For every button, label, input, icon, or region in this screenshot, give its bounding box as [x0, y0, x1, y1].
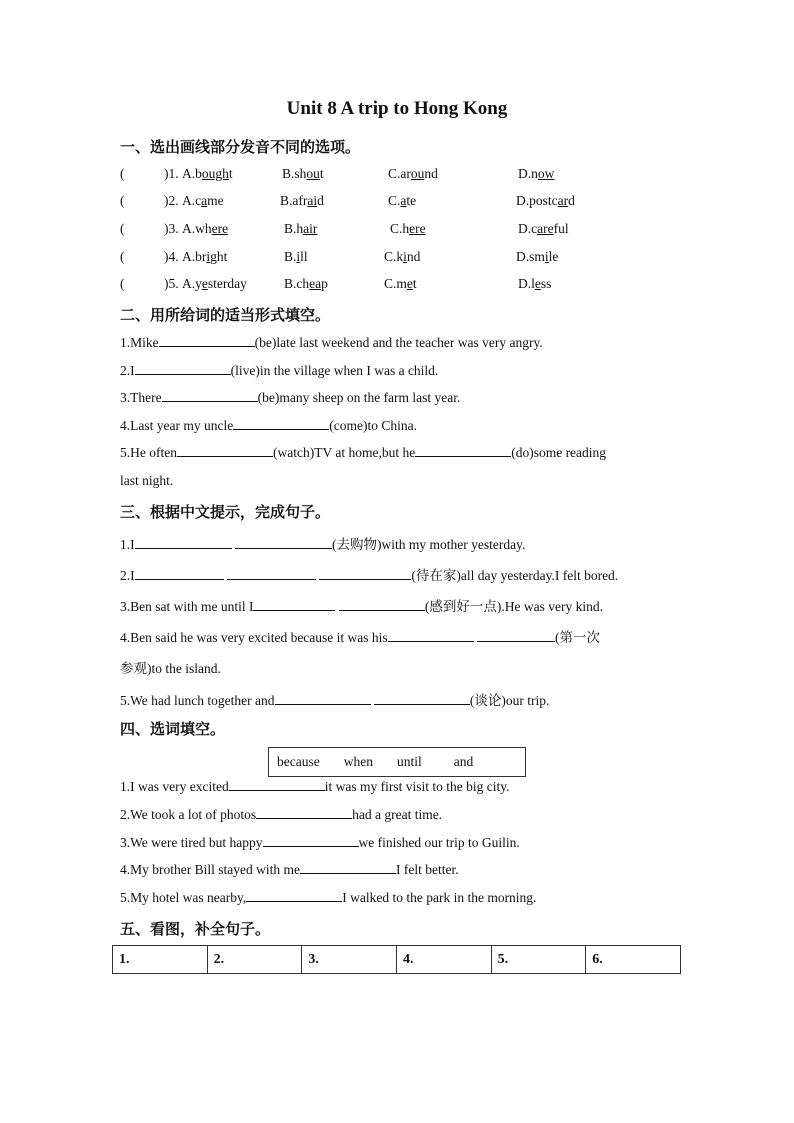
answer-paren[interactable]: (	[120, 276, 125, 291]
choice-item: 1.I was very excited it was my first visit to the big city.	[120, 779, 510, 794]
picture-grid	[112, 945, 681, 974]
translate-item: 5.We had lunch together and (谈论)our trip.	[120, 693, 550, 708]
answer-paren[interactable]: (	[120, 221, 125, 236]
question-number: )4.	[164, 249, 179, 264]
word-option: because	[277, 754, 320, 769]
question-number: )3.	[164, 221, 179, 236]
answer-blank[interactable]	[229, 789, 325, 791]
picture-cell[interactable]: 3.	[302, 946, 397, 974]
answer-blank[interactable]	[339, 609, 425, 611]
question-number: )1.	[164, 166, 179, 181]
translate-item: 4.Ben said he was very excited because it was his (第一次	[120, 630, 601, 645]
answer-blank[interactable]	[233, 428, 329, 430]
translate-item: 2.I (待在家)all day yesterday.I felt bored.	[120, 568, 619, 583]
answer-blank[interactable]	[300, 872, 396, 874]
answer-blank[interactable]	[135, 578, 224, 580]
answer-blank[interactable]	[253, 609, 335, 611]
answer-blank[interactable]	[256, 817, 352, 819]
choice-item: 2.We took a lot of photos had a great time.	[120, 807, 443, 822]
picture-cell[interactable]: 6.	[586, 946, 681, 974]
word-option: when	[343, 754, 373, 769]
answer-blank[interactable]	[374, 703, 470, 705]
choice-item: 4.My brother Bill stayed with me I felt better.	[120, 862, 459, 877]
answer-blank[interactable]	[246, 900, 342, 902]
fill-item: 2.I (live)in the village when I was a child.	[120, 363, 439, 378]
picture-cell[interactable]: 1.	[113, 946, 208, 974]
answer-blank[interactable]	[159, 345, 255, 347]
answer-blank[interactable]	[263, 845, 359, 847]
translate-item: 3.Ben sat with me until I (感到好一点).He was very kind.	[120, 599, 603, 614]
answer-blank[interactable]	[319, 578, 411, 580]
answer-blank[interactable]	[477, 640, 555, 642]
answer-blank[interactable]	[135, 547, 232, 549]
picture-cell[interactable]: 5.	[491, 946, 586, 974]
question-number: )5.	[164, 276, 179, 291]
fill-item-continuation: last night.	[120, 473, 174, 488]
translate-item: 1.I (去购物)with my mother yesterday.	[120, 537, 526, 552]
section-2-heading: 二、用所给词的适当形式填空。	[120, 306, 331, 324]
choice-item: 3.We were tired but happy we finished our trip to Guilin.	[120, 835, 520, 850]
fill-item: 1.Mike (be)late last weekend and the teacher was very angry.	[120, 335, 543, 350]
translate-item-continuation: 参观)to the island.	[120, 661, 221, 676]
word-option: and	[453, 754, 474, 769]
section-4-heading: 四、选词填空。	[120, 720, 226, 738]
answer-blank[interactable]	[227, 578, 316, 580]
word-bank	[268, 747, 526, 777]
question-number: )2.	[164, 193, 179, 208]
answer-paren[interactable]: (	[120, 249, 125, 264]
picture-cell[interactable]: 2.	[207, 946, 302, 974]
answer-blank[interactable]	[135, 373, 231, 375]
choice-item: 5.My hotel was nearby, I walked to the park in the morning.	[120, 890, 537, 905]
answer-blank[interactable]	[235, 547, 332, 549]
picture-cell[interactable]: 4.	[396, 946, 491, 974]
answer-blank[interactable]	[177, 455, 273, 457]
fill-item: 3.There (be)many sheep on the farm last year.	[120, 390, 461, 405]
answer-blank[interactable]	[275, 703, 371, 705]
answer-blank[interactable]	[415, 455, 511, 457]
section-1-heading: 一、选出画线部分发音不同的选项。	[120, 138, 361, 156]
fill-item: 4.Last year my uncle (come)to China.	[120, 418, 417, 433]
answer-blank[interactable]	[388, 640, 474, 642]
answer-paren[interactable]: (	[120, 166, 125, 181]
fill-item: 5.He often (watch)TV at home,but he (do)some reading	[120, 445, 607, 460]
section-5-heading: 五、看图，补全句子。	[120, 920, 271, 938]
answer-paren[interactable]: (	[120, 193, 125, 208]
page-title: Unit 8 A trip to Hong Kong	[286, 98, 508, 119]
word-option: until	[396, 754, 422, 769]
section-3-heading: 三、根据中文提示，完成句子。	[120, 503, 331, 521]
answer-blank[interactable]	[162, 400, 258, 402]
